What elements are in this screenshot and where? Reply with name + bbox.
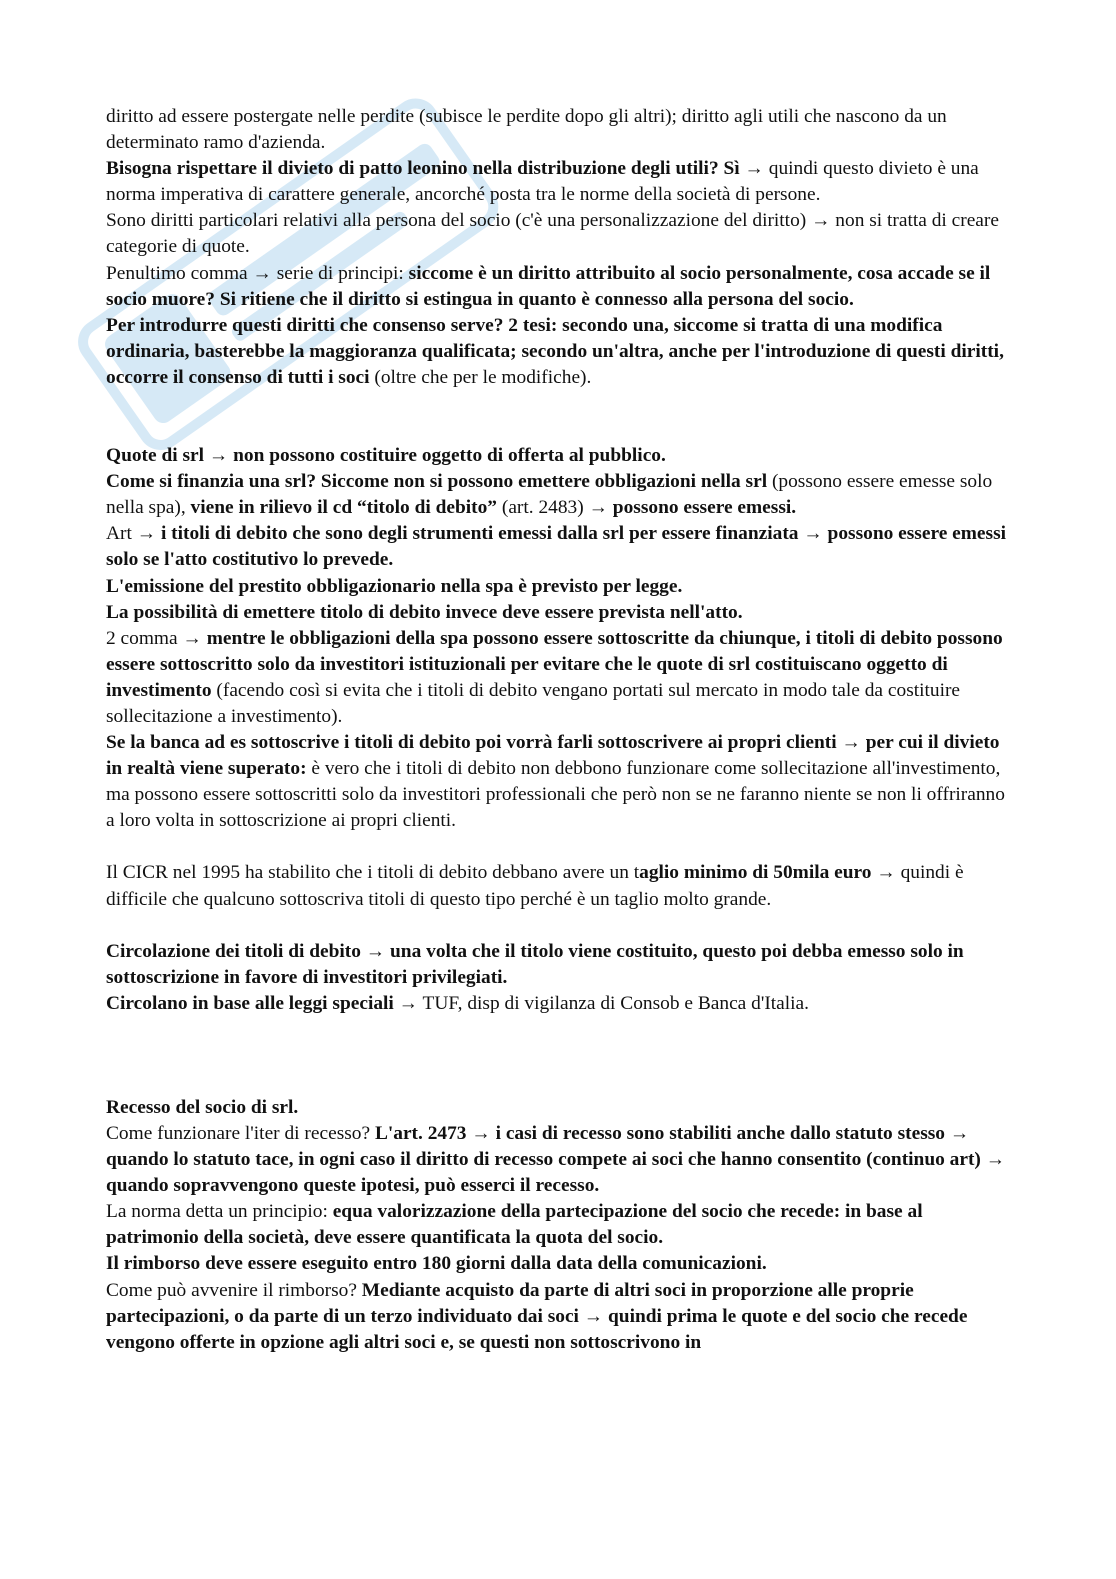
bold-text-run: viene in rilievo il cd “titolo di debito” — [190, 497, 498, 519]
paragraph-14 — [106, 939, 1010, 991]
paragraph-2 — [106, 156, 1010, 208]
text-run: La norma detta un principio: — [106, 1201, 333, 1223]
bold-text-run: Bisogna rispettare il divieto di patto leonino nella distribuzione degli utili? Sì — [106, 158, 740, 180]
paragraph-10 — [106, 600, 1010, 626]
bold-text-run: Se la banca ad es sottoscrive i titoli di debito poi vorrà farli sottoscrivere ai propri clienti → per cui il divieto in realtà viene superato: — [106, 732, 1000, 780]
paragraph-19 — [106, 1251, 1010, 1277]
text-run: diritto ad essere postergate nelle perdite (subisce le perdite dopo gli altri); diritto agli utili che nascono da un determinato ramo d'azienda. — [106, 106, 947, 154]
paragraph-5 — [106, 313, 1010, 391]
paragraph-18 — [106, 1199, 1010, 1251]
paragraph-12 — [106, 730, 1010, 834]
paragraph-6 — [106, 443, 1010, 469]
text-run: Come può avvenire il rimborso? — [106, 1279, 362, 1301]
paragraph-16 — [106, 1095, 1010, 1121]
paragraph-11 — [106, 626, 1010, 730]
spacer — [106, 1017, 1010, 1095]
paragraph-7 — [106, 469, 1010, 521]
text-run: Sono diritti particolari relativi alla persona del socio (c'è una personalizzazione del diritto) → non si tratta di creare categorie di quote. — [106, 210, 999, 258]
bold-text-run: equa valorizzazione della partecipazione del socio che recede: in base al patrimonio della società, deve essere quantificata la quota del socio. — [106, 1201, 923, 1249]
bold-text-run: aglio minimo di 50mila euro — [639, 862, 872, 884]
bold-text-run: → mentre le obbligazioni della spa possono essere sottoscritte da chiunque, i titoli di debito possono essere sottoscritto solo da investitori istituzionali per evitare che le quote di srl costituiscano oggetto di investimento — [106, 627, 1003, 701]
bold-text-run: Quote di srl → non possono costituire oggetto di offerta al pubblico. — [106, 445, 666, 467]
text-run: Penultimo comma → serie di principi: — [106, 262, 409, 284]
document-page — [106, 104, 1010, 1356]
text-run: Come funzionare l'iter di recesso? — [106, 1123, 375, 1144]
text-run: Art — [106, 523, 137, 545]
bold-text-run: L'art. 2473 → i casi di recesso sono stabiliti anche dallo statuto stesso → quando lo statuto tace, in ogni caso il diritto di recesso compete ai soci che hanno consentito (continuo art) → quando sopravvengono queste ipotesi, può esserci il recesso. — [106, 1123, 1006, 1197]
paragraph-9 — [106, 574, 1010, 600]
bold-text-run: Come si finanzia una srl? Siccome non si possono emettere obbligazioni nella srl — [106, 471, 768, 493]
text-run: (possono essere emesse solo nella spa), — [106, 471, 993, 519]
bold-text-run: → possono essere emessi. — [588, 497, 797, 519]
bold-text-run: La possibilità di emettere titolo di debito invece deve essere prevista nell'atto. — [106, 601, 743, 623]
text-run: → TUF, disp di vigilanza di Consob e Banca d'Italia. — [393, 992, 809, 1014]
paragraph-1 — [106, 104, 1010, 156]
text-run: (oltre che per le modifiche). — [369, 366, 592, 388]
bold-text-run: Circolano in base alle leggi speciali — [106, 992, 394, 1014]
spacer — [106, 913, 1010, 939]
bold-text-run: L'emissione del prestito obbligazionario nella spa è previsto per legge. — [106, 575, 683, 597]
paragraph-4 — [106, 261, 1010, 313]
bold-text-run: Recesso del socio di srl. — [106, 1096, 299, 1118]
bold-text-run: → i titoli di debito che sono degli strumenti emessi dalla srl per essere finanziata → possono essere emessi solo se l'atto costitutivo lo prevede. — [106, 523, 1007, 571]
spacer — [106, 391, 1010, 443]
bold-text-run: Circolazione dei titoli di debito → una volta che il titolo viene costituito, questo poi debba emesso solo in sottoscrizione in favore di investitori privilegiati. — [106, 940, 964, 988]
bold-text-run: siccome è un diritto attribuito al socio personalmente, cosa accade se il socio muore? Si ritiene che il diritto si estingua in quanto è connesso alla persona del socio. — [106, 262, 991, 310]
paragraph-20 — [106, 1278, 1010, 1356]
paragraph-13 — [106, 860, 1010, 912]
text-run: → quindi questo divieto è una norma imperativa di carattere generale, ancorché posta tra le norme della società di persone. — [106, 158, 979, 206]
bold-text-run: Per introdurre questi diritti che consenso serve? 2 tesi: secondo una, siccome si tratta di una modifica ordinaria, basterebbe la maggioranza qualificata; secondo un'altra, anche per l'introduzione di questi diritti, occorre il consenso di tutti i soci — [106, 314, 1004, 388]
bold-text-run: Mediante acquisto da parte di altri soci in proporzione alle proprie partecipazioni, o da parte di un terzo individuato dai soci → quindi prima le quote e del socio che recede vengono offerte in opzione agli altri soci e, se questi non sottoscrivono in — [106, 1279, 968, 1353]
paragraph-17 — [106, 1121, 1010, 1199]
spacer — [106, 834, 1010, 860]
text-run: → quindi è difficile che qualcuno sottoscriva titoli di questo tipo perché è un taglio molto grande. — [106, 862, 964, 910]
bold-text-run: Il rimborso deve essere eseguito entro 180 giorni dalla data della comunicazioni. — [106, 1253, 767, 1275]
text-run: (facendo così si evita che i titoli di debito vengano portati sul mercato in modo tale da costituire sollecitazione a investimento). — [106, 679, 961, 727]
text-run: (art. 2483) — [497, 497, 589, 519]
text-run: 2 comma — [106, 627, 183, 649]
text-run: Il CICR nel 1995 ha stabilito che i titoli di debito debbano avere un t — [106, 862, 640, 884]
text-run: è vero che i titoli di debito non debbono funzionare come sollecitazione all'investimento, ma possono essere sottoscritti solo da investitori professionali che però non se ne faranno niente se non li offriranno a loro volta in sottoscrizione ai propri clienti. — [106, 758, 1005, 832]
paragraph-8 — [106, 521, 1010, 573]
paragraph-15 — [106, 991, 1010, 1017]
paragraph-3 — [106, 208, 1010, 260]
